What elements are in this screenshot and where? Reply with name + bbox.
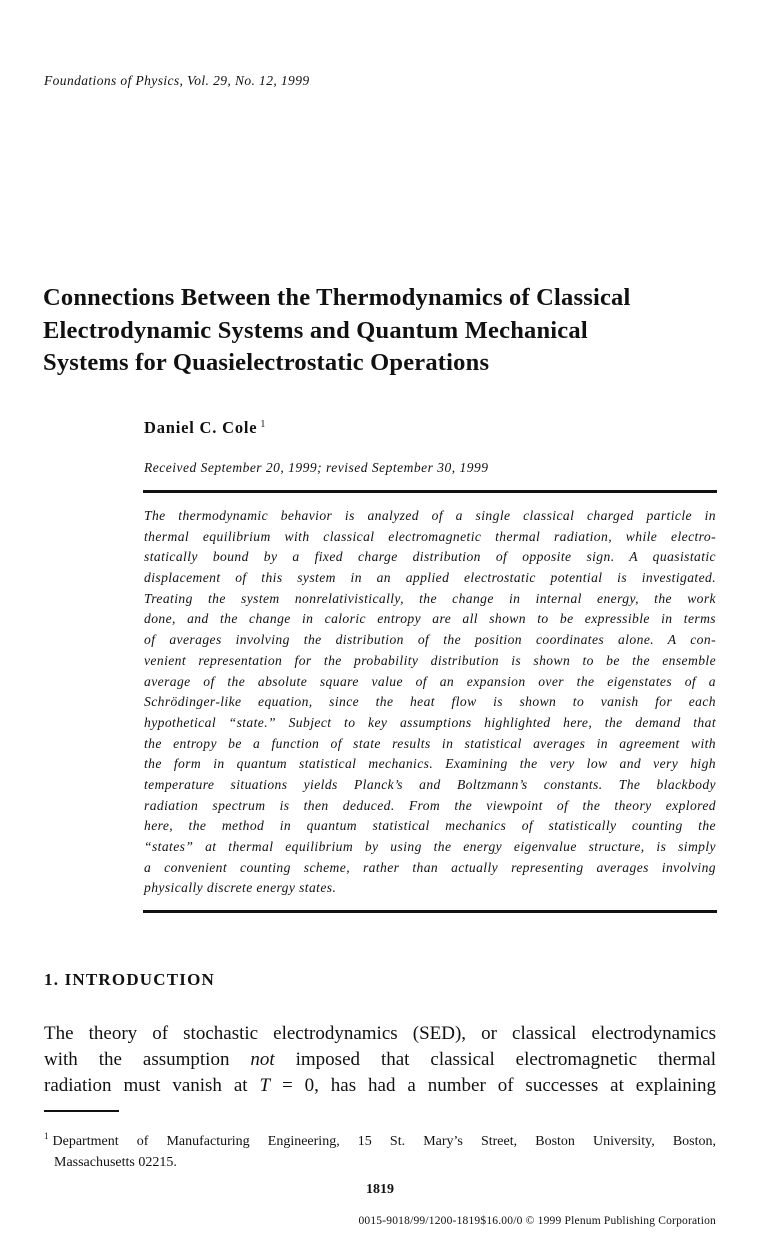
page-number: 1819: [366, 1182, 394, 1197]
abstract-bottom-rule: [143, 910, 717, 913]
abstract-line: of averages involving the distribution of the position coordinates alone. A con-: [144, 632, 716, 648]
section-heading: 1. INTRODUCTION: [44, 970, 216, 989]
abstract: [144, 506, 716, 899]
title-line: Electrodynamic Systems and Quantum Mechanical: [43, 316, 588, 344]
intro-emphasis: not: [250, 1049, 275, 1070]
abstract-line: The thermodynamic behavior is analyzed of a single classical charged particle in: [144, 508, 716, 523]
intro-text: with the assumption: [44, 1049, 251, 1070]
intro-text: imposed that classical electromagnetic thermal: [274, 1049, 716, 1070]
journal-citation: Foundations of Physics, Vol. 29, No. 12, 1999: [44, 73, 310, 88]
footnote-text: Department of Manufacturing Engineering, 15 St. Mary’s Street, Boston University, Boston,: [52, 1134, 716, 1149]
footnote-mark: 1: [44, 1131, 49, 1141]
intro-paragraph: [44, 1021, 716, 1099]
abstract-line: thermal equilibrium with classical electromagnetic thermal radiation, while electro-: [144, 528, 716, 544]
abstract-line: Schrödinger-like equation, since the heat flow is shown to vanish for each: [144, 694, 716, 710]
abstract-line: a convenient counting scheme, rather than actually representing averages involving: [144, 859, 716, 875]
footnote: [44, 1126, 716, 1173]
abstract-line: physically discrete energy states.: [144, 880, 337, 896]
abstract-line: “states” at thermal equilibrium by using the energy eigenvalue structure, is simply: [144, 839, 716, 854]
abstract-line: statically bound by a fixed charge distribution of opposite sign. A quasistatic: [144, 549, 716, 565]
footnote-rule: [44, 1110, 119, 1112]
title-line: Connections Between the Thermodynamics of Classical: [43, 284, 631, 311]
abstract-line: here, the method in quantum statistical mechanics of statistically counting the: [144, 818, 716, 834]
intro-line: The theory of stochastic electrodynamics (SED), or classical electrodynamics: [44, 1023, 716, 1044]
footnote-line: Massachusetts 02215.: [54, 1155, 177, 1170]
abstract-line: radiation spectrum is then deduced. From the viewpoint of the theory explored: [144, 797, 716, 813]
abstract-line: displacement of this system in an applied electrostatic potential is investigated.: [144, 570, 716, 586]
footnote-line: [44, 1126, 716, 1152]
abstract-line: hypothetical “state.” Subject to key assumptions highlighted here, the demand that: [144, 714, 716, 730]
intro-line: [44, 1047, 716, 1073]
copyright-line: 0015-9018/99/1200-1819$16.00/0 © 1999 Plenum Publishing Corporation: [358, 1215, 716, 1227]
abstract-line: Treating the system nonrelativistically, the change in internal energy, the work: [144, 590, 716, 606]
temperature-symbol: T: [259, 1075, 271, 1096]
author-footnote-mark[interactable]: 1: [260, 419, 267, 430]
abstract-top-rule: [143, 490, 717, 493]
abstract-line: the entropy be a function of state results in statistical averages in agreement with: [144, 735, 716, 751]
intro-line: [44, 1073, 716, 1099]
intro-text: radiation must vanish at: [44, 1075, 260, 1096]
article-title: [43, 282, 733, 380]
author-name: [144, 418, 266, 438]
abstract-line: the form in quantum statistical mechanics. Examining the very low and very high: [144, 756, 716, 772]
abstract-line: temperature situations yields Planck’s and Boltzmann’s constants. The blackbody: [144, 776, 716, 792]
abstract-line: venient representation for the probability distribution is shown to be the ensemble: [144, 652, 716, 668]
title-line: Systems for Quasielectrostatic Operations: [43, 349, 490, 376]
received-dates: Received September 20, 1999; revised September 30, 1999: [144, 460, 489, 475]
abstract-line: done, and the change in caloric entropy are all shown to be expressible in terms: [144, 611, 716, 627]
intro-text: = 0, has had a number of successes at explaining: [270, 1075, 716, 1096]
abstract-line: average of the absolute square value of an expansion over the eigenstates of a: [144, 673, 716, 689]
author-name-text: Daniel C. Cole: [144, 418, 258, 437]
